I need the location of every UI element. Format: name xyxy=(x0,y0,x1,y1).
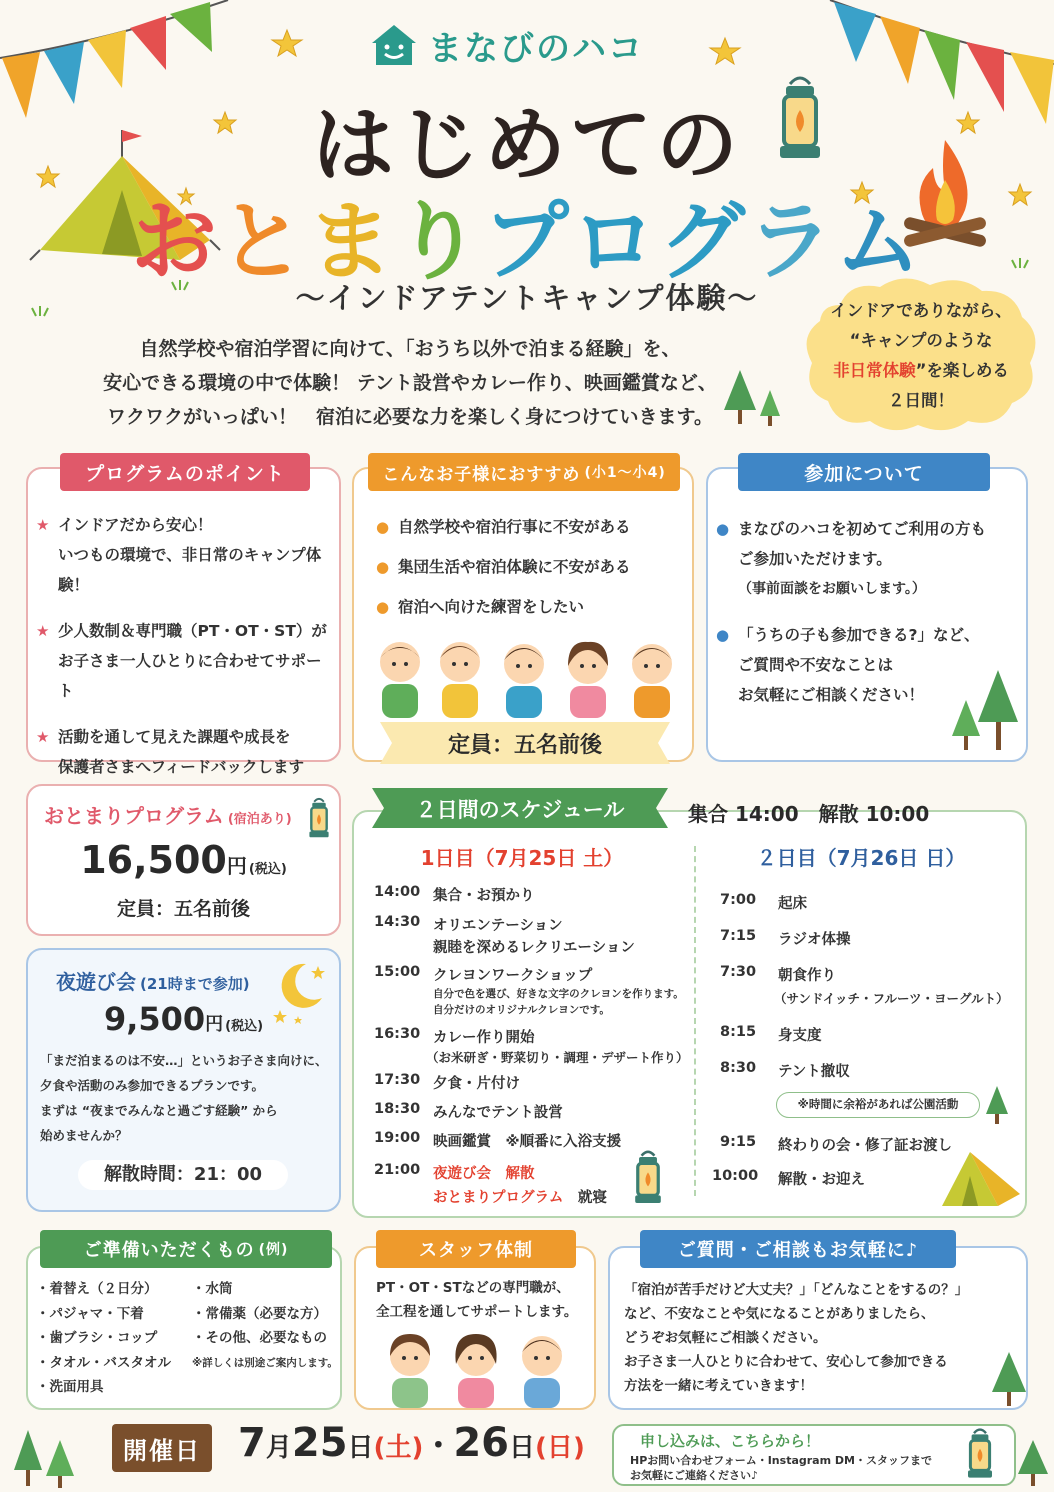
day1-text-8b-rest: 就寝 xyxy=(577,1190,607,1206)
lantern-icon xyxy=(628,1148,668,1212)
night-plan-title-small: (21時まで参加) xyxy=(140,975,250,993)
bullet-icon: ● xyxy=(716,520,730,538)
night-plan-end-time: 解散時間：21：00 xyxy=(78,1160,288,1190)
speech-cloud-text xyxy=(810,296,1032,416)
day1-row-2 xyxy=(374,914,694,960)
day2-row-3 xyxy=(712,964,1022,1010)
apply-title: 申し込みは、こちらから！ xyxy=(640,1432,821,1450)
staff-text xyxy=(376,1276,577,1324)
prepare-note: ※詳しくは別途ご案内します。 xyxy=(192,1356,338,1369)
staff-line-2: 全工程を通してサポートします。 xyxy=(376,1304,578,1320)
brand-name: まなびのハコ xyxy=(428,28,644,69)
title-char: り xyxy=(395,192,483,292)
event-weekday-1: (土) xyxy=(373,1433,424,1463)
bubble-highlight: 非日常体験 xyxy=(833,361,916,380)
event-month-unit: 月 xyxy=(265,1433,292,1463)
day2-row-2 xyxy=(712,928,1022,952)
day1-note-3b: 自分だけのオリジナルクレヨンです。 xyxy=(433,1004,610,1016)
day1-text-8-red: 夜遊び会 解散 xyxy=(433,1166,535,1182)
bubble-line-2: “キャンプのような xyxy=(849,331,993,350)
staff-ribbon: スタッフ体制 xyxy=(376,1230,576,1268)
day1-time-3: 15:00 xyxy=(374,964,421,980)
night-desc-line-1: 「まだ泊まるのは不安…」というお子さま向けに、 xyxy=(40,1053,328,1068)
day1-text-3: クレヨンワークショップ xyxy=(433,968,593,984)
day2-text-1: 起床 xyxy=(778,896,807,912)
prepare-col2 xyxy=(192,1277,338,1375)
point-2-line-1: 少人数制＆専門職（PT・OT・ST）が xyxy=(58,622,327,640)
night-plan-price xyxy=(26,1000,341,1038)
schedule-divider xyxy=(694,846,696,1196)
event-date-separator: ・ xyxy=(423,1429,454,1464)
recommend-item-2 xyxy=(376,552,686,582)
recommend-item-3-text: 宿泊へ向けた練習をしたい xyxy=(398,598,585,616)
night-plan-title xyxy=(56,966,250,995)
day1-time-1: 14:00 xyxy=(374,884,421,900)
recommend-item-2-text: 集団生活や宿泊体験に不安がある xyxy=(398,558,631,576)
intro-line-3: ワクワクがいっぱい！ 宿泊に必要な力を楽しく身につけていきます。 xyxy=(106,406,714,428)
title-char: ま xyxy=(307,192,395,292)
night-plan-desc xyxy=(40,1048,338,1148)
day2-row-1 xyxy=(712,892,1022,916)
event-month: 7 xyxy=(238,1420,266,1466)
intro-line-1: 自然学校や宿泊学習に向けて、「おうち以外で泊まる経験」を、 xyxy=(139,338,681,360)
tree-icon xyxy=(992,1352,1026,1408)
day1-row-6 xyxy=(374,1101,694,1125)
tree-icon xyxy=(1018,1440,1048,1488)
prepare-col1 xyxy=(36,1277,171,1400)
day1-text-1: 集合・お預かり xyxy=(433,888,535,904)
day1-text-2b: 親睦を深めるレクリエーション xyxy=(433,940,635,956)
stay-plan-capacity: 定員：五名前後 xyxy=(116,898,250,920)
day2-time-5: 8:30 xyxy=(720,1060,757,1076)
day1-row-1 xyxy=(374,884,694,908)
day2-time-1: 7:00 xyxy=(720,892,757,908)
recommend-item-1 xyxy=(376,512,686,542)
night-plan-price-tax: (税込) xyxy=(225,1019,264,1034)
prepare-title-small: (例) xyxy=(258,1242,289,1258)
star-icon: ★ xyxy=(36,728,50,746)
day1-time-6: 18:30 xyxy=(374,1101,421,1117)
recommend-item-3 xyxy=(376,592,686,622)
event-day-1: 25 xyxy=(291,1420,348,1466)
schedule-title: ２日間のスケジュール xyxy=(415,798,625,822)
point-item-2 xyxy=(36,616,336,706)
bubble-line-1: インドアでありながら、 xyxy=(830,301,1012,320)
prepare-item: ・常備薬（必要な方） xyxy=(192,1305,327,1322)
day1-note-3a: 自分で色を選び、好きな文字のクレヨンを作ります。 xyxy=(433,988,684,1000)
bullet-icon: ● xyxy=(716,626,730,644)
day1-row-5 xyxy=(374,1072,694,1096)
stay-plan-price xyxy=(26,838,341,882)
day2-row-4 xyxy=(712,1024,1022,1048)
day1-time-7: 19:00 xyxy=(374,1130,421,1146)
day2-park-note: ※時間に余裕があれば公園活動 xyxy=(776,1092,980,1118)
apply-line-1: HPお問い合わせフォーム・Instagram DM・スタッフまで xyxy=(630,1454,932,1467)
point-2-line-2: お子さま一人ひとりに合わせてサポート xyxy=(58,652,322,700)
event-date-label: 開催日 xyxy=(112,1424,212,1472)
prepare-ribbon xyxy=(40,1230,332,1268)
day2-time-2: 7:15 xyxy=(720,928,757,944)
prepare-item: ・パジャマ・下着 xyxy=(36,1305,144,1322)
day2-text-8: 解散・お迎え xyxy=(778,1172,865,1188)
join-item-1 xyxy=(716,514,1021,604)
point-1-line-2: いつもの環境で、非日常のキャンプ体験！ xyxy=(58,546,322,594)
day2-time-7: 9:15 xyxy=(720,1134,757,1150)
recommend-title: こんなお子様におすすめ xyxy=(382,464,581,485)
staff-line-1: PT・OT・STなどの専門職が、 xyxy=(376,1280,570,1296)
night-plan-price-value: 9,500 xyxy=(103,1000,206,1038)
day1-text-8b-red: おとまりプログラム xyxy=(433,1190,564,1206)
day1-text-4b: （お米研ぎ・野菜切り・調理・デザート作り） xyxy=(426,1050,689,1065)
event-weekday-2: (日) xyxy=(535,1433,585,1463)
children-illustration xyxy=(372,636,682,720)
day2-text-3: 朝食作り xyxy=(778,968,836,984)
contact-line-4: お子さま一人ひとりに合わせて、安心して参加できる xyxy=(624,1354,948,1370)
prepare-title: ご準備いただくもの xyxy=(83,1240,255,1261)
prepare-item: ・タオル・バスタオル xyxy=(36,1354,171,1371)
contact-ribbon: ご質問・ご相談もお気軽に♪ xyxy=(640,1230,956,1268)
title-char: お xyxy=(131,192,219,292)
points-ribbon: プログラムのポイント xyxy=(60,453,310,491)
day2-text-3b: （サンドイッチ・フルーツ・ヨーグルト） xyxy=(774,991,1009,1006)
main-title-line1: はじめての xyxy=(311,98,742,193)
day1-time-5: 17:30 xyxy=(374,1072,421,1088)
stay-plan-title xyxy=(44,800,292,829)
day1-text-5: 夕食・片付け xyxy=(433,1076,520,1092)
bubble-line-3 xyxy=(810,356,1032,386)
tree-icon xyxy=(986,1086,1008,1126)
event-weekday-1-text: 土 xyxy=(385,1433,412,1463)
recommend-capacity: 定員：五名前後 xyxy=(447,733,602,758)
star-icon: ★ xyxy=(36,516,50,534)
intro-line-2: 安心できる環境の中で体験！ テント設営やカレー作り、映画鑑賞など、 xyxy=(103,372,717,394)
day1-time-2: 14:30 xyxy=(374,914,421,930)
stay-plan-price-tax: (税込) xyxy=(248,862,287,877)
small-tent-illustration xyxy=(940,1146,1022,1212)
brand-logo xyxy=(370,20,670,70)
prepare-item: ・着替え（２日分） xyxy=(36,1281,158,1297)
prepare-item: ・その他、必要なもの xyxy=(192,1330,327,1346)
house-smile-icon xyxy=(370,23,418,67)
join-1-line-1: まなびのハコを初めてご利用の方も xyxy=(738,520,987,538)
recommend-list xyxy=(376,512,686,622)
point-3-line-1: 活動を通して見えた課題や成長を xyxy=(58,728,291,746)
contact-text xyxy=(624,1278,1016,1398)
day1-time-8: 21:00 xyxy=(374,1162,421,1178)
title-char: ム xyxy=(835,192,923,292)
day2-row-5 xyxy=(712,1060,1022,1084)
recommend-title-small: (小1〜小4) xyxy=(584,465,666,481)
stay-plan-title-text: おとまりプログラム xyxy=(44,804,224,828)
stay-plan-price-value: 16,500 xyxy=(80,838,227,882)
title-char: ラ xyxy=(747,192,835,292)
night-plan-title-text: 夜遊び会 xyxy=(56,970,136,994)
contact-line-5: 方法を一緒に考えていきます！ xyxy=(624,1378,813,1394)
day2-text-5: テント撤収 xyxy=(778,1064,850,1080)
day1-text-6: みんなでテント設営 xyxy=(433,1105,563,1121)
day2-text-4: 身支度 xyxy=(778,1028,822,1044)
stay-plan-price-unit: 円 xyxy=(226,854,247,878)
day1-text-2: オリエンテーション xyxy=(433,918,563,934)
join-1-line-3: （事前面談をお願いします。） xyxy=(738,581,926,597)
contact-line-1: 「宿泊が苦手だけど大丈夫？」「どんなことをするの？」 xyxy=(624,1282,969,1298)
tree-icon xyxy=(14,1430,74,1490)
contact-line-2: など、不安なことや気になることがありましたら、 xyxy=(624,1306,935,1322)
night-desc-line-4: 始めませんか？ xyxy=(40,1128,128,1143)
day1-text-7: 映画鑑賞 ※順番に入浴支援 xyxy=(433,1134,622,1150)
points-list xyxy=(36,510,336,782)
day2-time-8: 10:00 xyxy=(712,1168,759,1184)
join-2-line-2: ご質問や不安なことは xyxy=(738,656,894,674)
prepare-item: ・水筒 xyxy=(192,1281,233,1297)
night-desc-line-3: まずは “夜までみんなと過ごす経験” から xyxy=(40,1103,278,1118)
night-plan-price-unit: 円 xyxy=(205,1014,224,1035)
bullet-icon: ● xyxy=(376,598,390,616)
star-icon: ★ xyxy=(36,622,50,640)
title-char: と xyxy=(219,192,307,292)
event-day-2-unit: 日 xyxy=(509,1433,536,1463)
bubble-line-3-rest: ”を楽しめる xyxy=(915,361,1009,380)
tree-icon xyxy=(722,370,782,434)
bubble-line-4: ２日間！ xyxy=(888,391,954,410)
join-2-line-3: お気軽にご相談ください！ xyxy=(738,686,925,704)
join-ribbon: 参加について xyxy=(738,453,990,491)
title-char: ロ xyxy=(571,192,659,292)
point-item-1 xyxy=(36,510,336,600)
point-1-line-1: インドアだから安心！ xyxy=(58,516,213,534)
event-day-1-unit: 日 xyxy=(347,1433,374,1463)
recommend-ribbon xyxy=(368,453,680,491)
title-char: グ xyxy=(659,192,747,292)
prepare-item: ・歯ブラシ・コップ xyxy=(36,1330,158,1346)
event-day-2: 26 xyxy=(453,1420,510,1466)
join-2-line-1: 「うちの子も参加できる?」など、 xyxy=(738,626,980,644)
bullet-icon: ● xyxy=(376,518,390,536)
day1-time-4: 16:30 xyxy=(374,1026,421,1042)
bullet-icon: ● xyxy=(376,558,390,576)
night-desc-line-2: 夕食や活動のみ参加できるプランです。 xyxy=(40,1078,265,1093)
day2-time-3: 7:30 xyxy=(720,964,757,980)
day2-time-4: 8:15 xyxy=(720,1024,757,1040)
point-item-3 xyxy=(36,722,336,782)
schedule-meet-time: 集合 14:00 解散 10:00 xyxy=(688,802,930,826)
lantern-icon xyxy=(962,1426,998,1486)
contact-line-3: どうぞお気軽にご相談ください。 xyxy=(624,1330,827,1346)
day1-title: 1日目（7月25日 土） xyxy=(420,846,624,870)
day1-row-4 xyxy=(374,1026,694,1072)
title-char: プ xyxy=(483,192,571,292)
event-weekday-2-text: 日 xyxy=(546,1433,573,1463)
recommend-item-1-text: 自然学校や宿泊行事に不安がある xyxy=(398,518,631,536)
day1-text-4: カレー作り開始 xyxy=(433,1030,535,1046)
lantern-icon xyxy=(304,796,334,844)
day2-text-2: ラジオ体操 xyxy=(778,932,851,948)
subtitle: 〜インドアテントキャンプ体験〜 xyxy=(295,281,759,315)
point-3-line-2: 保護者さまへフィードバックします xyxy=(58,758,304,776)
apply-line-2: お気軽にご連絡ください♪ xyxy=(630,1469,759,1482)
day1-row-3 xyxy=(374,964,694,1020)
join-1-line-2: ご参加いただけます。 xyxy=(738,550,892,568)
tree-icon xyxy=(952,670,1022,754)
stay-plan-title-small: (宿泊あり) xyxy=(227,812,292,827)
day2-title: ２日目（7月26日 日） xyxy=(756,846,966,870)
staff-illustration xyxy=(380,1330,580,1408)
prepare-item: ・洗面用具 xyxy=(36,1379,104,1395)
day2-text-7: 終わりの会・修了証お渡し xyxy=(778,1138,952,1154)
event-date xyxy=(238,1420,585,1466)
